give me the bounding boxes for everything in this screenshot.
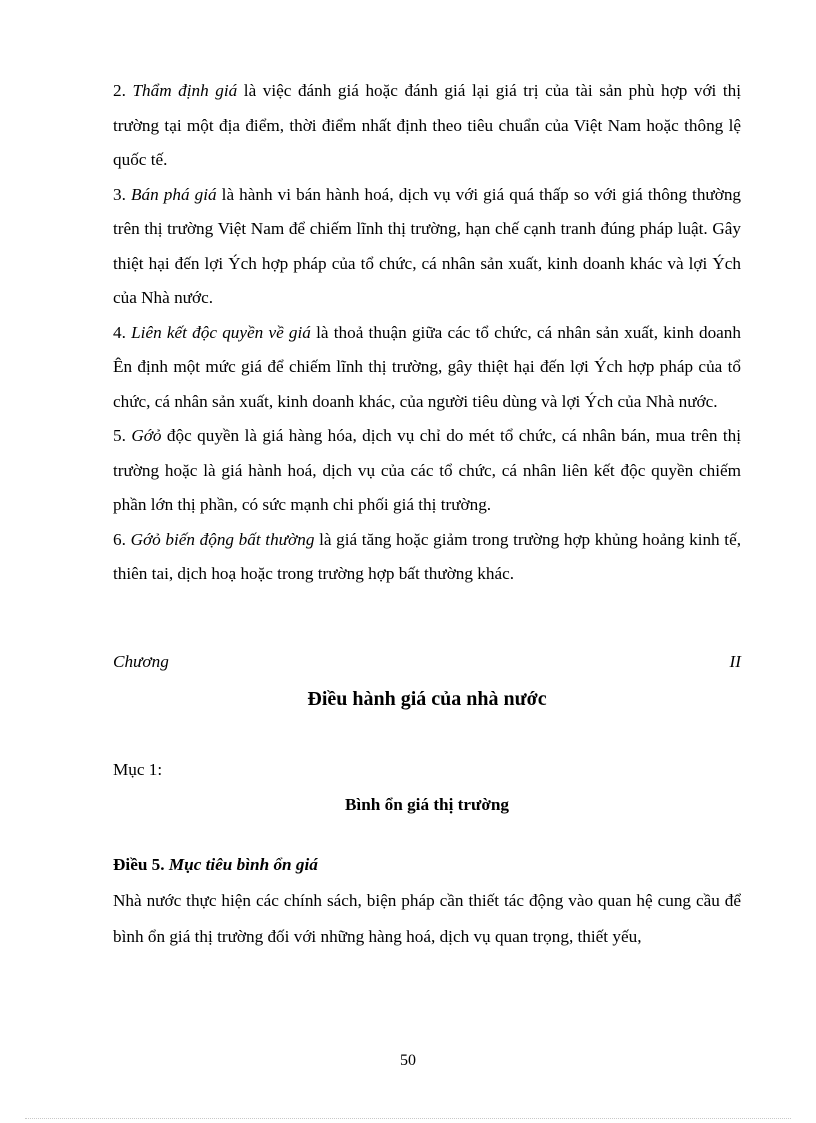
definition-number: 6. — [113, 529, 131, 549]
definition-text: là thoả thuận giữa các tổ chức, cá nhân sản xuất, kinh doanh Ên định một mức giá để chiếm lĩnh thị trường, gây thiệt hại đến lợi Ých hợp pháp của tổ chức, cá nhân sản xuất, kinh doanh khác, của người tiêu dùng và lợi Ých của Nhà nước. — [113, 322, 741, 411]
definition-number: 3. — [113, 184, 131, 204]
definition-number: 5. — [113, 426, 132, 445]
definition-text: độc quyền là giá hàng hóa, dịch vụ chỉ do mét tổ chức, cá nhân bán, mua trên thị trường hoặc là giá hành hoá, dịch vụ của các tổ chức, cá nhân liên kết độc quyền chiếm phần lớn thị phần, có sức mạnh chi phối giá thị trường. — [113, 426, 741, 514]
definition-paragraph-3 — [113, 178, 741, 316]
definition-term: Thẩm định giá — [132, 81, 238, 100]
chapter-number: II — [729, 652, 741, 671]
page-number: 50 — [400, 1052, 416, 1069]
definition-paragraph-5 — [113, 419, 741, 523]
definition-text: là hành vi bán hành hoá, dịch vụ với giá quá thấp so với giá thông thường trên thị trường Việt Nam để chiếm lĩnh thị trường, hạn chế cạnh tranh đúng pháp luật. Gây thiệt hại đến lợi Ých hợp pháp của tổ chức, cá nhân sản xuất, kinh doanh khác và lợi Ých của Nhà nước. — [113, 184, 742, 307]
chapter-label: Chương — [113, 652, 169, 671]
definition-text: là giá tăng hoặc giảm trong trường hợp khủng hoảng kinh tế, thiên tai, dịch hoạ hoặc trong trường hợp bất thường khác. — [113, 529, 742, 583]
definition-paragraph-2 — [113, 74, 741, 178]
definitions-list — [113, 74, 741, 592]
definition-term: Bán phá giá — [130, 184, 217, 204]
section-title: Bình ổn giá thị trường — [344, 795, 510, 814]
article-label: Điều 5. — [113, 855, 169, 874]
definition-paragraph-4 — [113, 316, 741, 420]
definition-paragraph-6 — [113, 523, 741, 592]
definition-text: là việc đánh giá hoặc đánh giá lại giá trị của tài sản phù hợp với thị trường tại một địa điểm, thời điểm nhất định theo tiêu chuẩn của Việt Nam hoặc thông lệ quốc tế. — [113, 81, 742, 169]
definition-term: Gớỏ biến động bất thường — [130, 529, 315, 549]
chapter-heading — [113, 652, 741, 672]
definition-term: Liên kết độc quyền về giá — [131, 322, 311, 342]
chapter-title: Điều hành giá của nhà nước — [307, 688, 547, 710]
article-body: Nhà nước thực hiện các chính sách, biện pháp cần thiết tác động vào quan hệ cung cầu để bình ổn giá thị trường đối với những hàng hoá, dịch vụ quan trọng, thiết yếu, — [113, 891, 741, 946]
article-heading — [113, 855, 318, 875]
article-title: Mục tiêu bình ổn giá — [168, 855, 318, 874]
definition-term: Gớỏ — [131, 426, 162, 445]
definition-number: 2. — [113, 81, 133, 100]
definition-number: 4. — [113, 322, 132, 342]
page-bottom-divider — [25, 1118, 791, 1119]
section-label: Mục 1: — [113, 760, 163, 779]
